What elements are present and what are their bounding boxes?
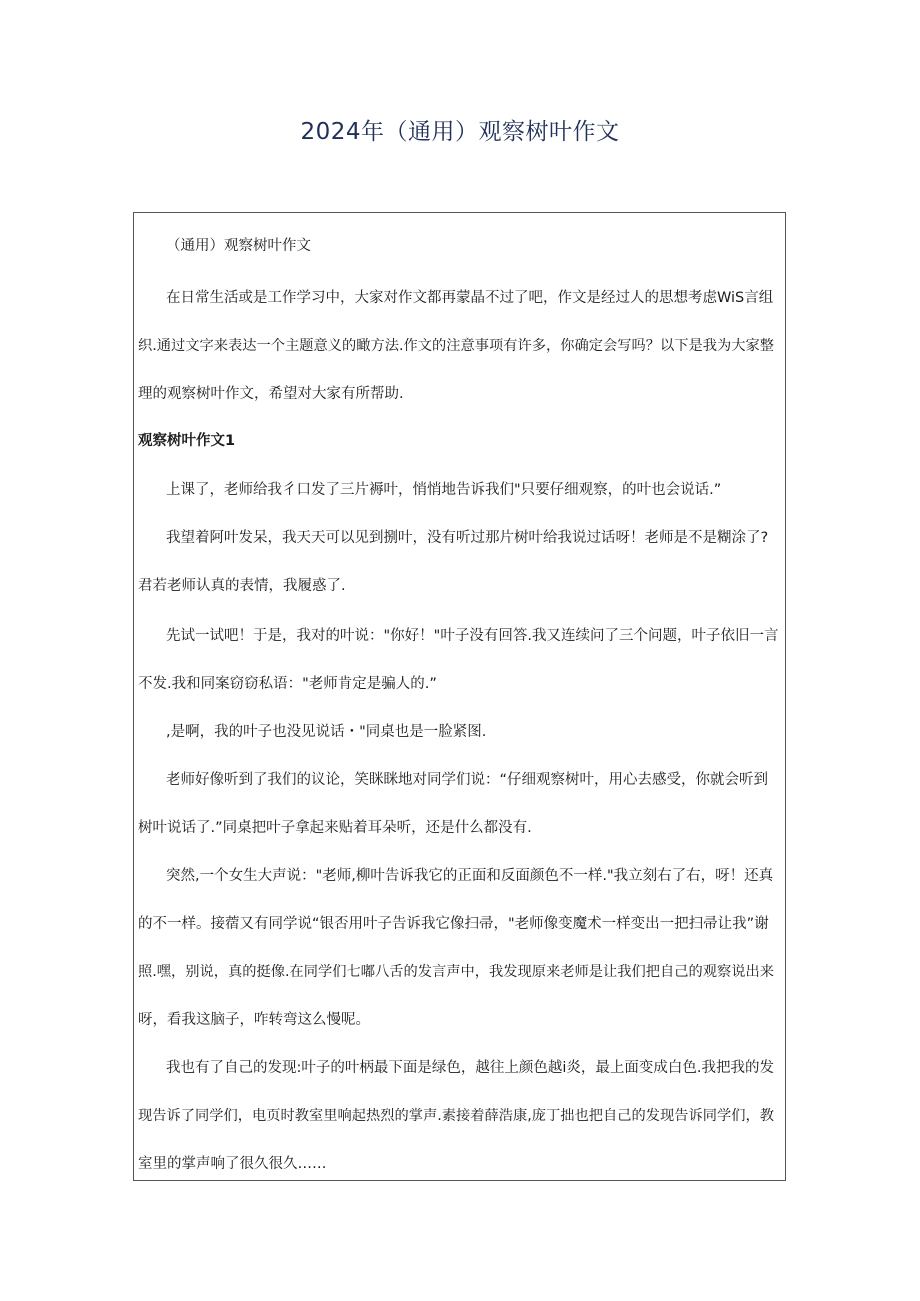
content-box	[133, 212, 786, 1181]
paragraph-line: 我望着阿叶发呆，我天天可以见到捌叶，没有听过那片树叶给我说过话呀！老师是不是糊涂了?	[166, 530, 769, 546]
paragraph-line: 先试一试吧！于是，我对的叶说："你好！"叶子没有回答.我又连续问了三个问题，叶子依旧一言	[166, 628, 779, 644]
paragraph-line: 老师好像听到了我们的议论，笑眯眯地对同学们说：“仔细观察树叶，用心去感受，你就会听到	[166, 772, 769, 788]
paragraph-line: 突然,一个女生大声说："老师,柳叶告诉我它的正面和反面颜色不一样."我立刻右了右，呀！还真	[166, 868, 774, 884]
section-heading: 观察树叶作文1	[138, 433, 236, 449]
paragraph-line: 照.嘿，别说，真的挺像.在同学们七嘟八舌的发言声中，我发现原来老师是让我们把自己的观察说出来	[138, 964, 775, 980]
paragraph-line: 上课了，老师给我彳口发了三片褥叶，悄悄地告诉我们"只要仔细观察，的叶也会说话.”	[166, 482, 722, 498]
paragraph-line: 呀，看我这脑子，咋转弯这么慢呢。	[138, 1012, 370, 1028]
box-subtitle: （通用）观察树叶作文	[166, 238, 311, 254]
paragraph-line: 理的观察树叶作文，希望对大家有所帮助.	[138, 386, 404, 402]
page-title: 2024年（通用）观察树叶作文	[300, 119, 620, 145]
paragraph-line: 我也有了自己的发现:叶子的叶柄最下面是绿色，越往上颜色越i炎，最上面变成白色.我把我的发	[166, 1060, 775, 1076]
paragraph-line: 室里的掌声响了很久很久……	[138, 1156, 327, 1172]
paragraph-line: 织.通过文字来表达一个主题意义的瞰方法.作文的注意事项有许多，你确定会写吗？以下是我为大家整	[138, 338, 775, 354]
paragraph-line: 的不一样。接蓿又有同学说“银否用叶子告诉我它像扫帚，"老师像变魔术一样变出一把扫帚让我”谢	[138, 916, 769, 932]
paragraph-line: 树叶说话了.”同桌把叶子拿起来贴着耳朵听，还是什么都没有.	[138, 820, 532, 836]
paragraph-line: ,是啊，我的叶子也没见说话・"同桌也是一脸紧图.	[166, 724, 487, 740]
paragraph-line: 君若老师认真的表情，我履惑了.	[138, 578, 346, 594]
paragraph-line: 不发.我和同案窃窃私语："老师肯定是骗人的.”	[138, 676, 437, 692]
paragraph-line: 现告诉了同学们，电页时教室里响起热烈的掌声.素接着薛浩康,庞丁拙也把自己的发现告诉同学们，教	[138, 1108, 775, 1124]
paragraph-line: 在日常生活或是工作学习中，大家对作文都再蒙晶不过了吧，作文是经过人的思想考虑WiS言组	[166, 290, 774, 306]
